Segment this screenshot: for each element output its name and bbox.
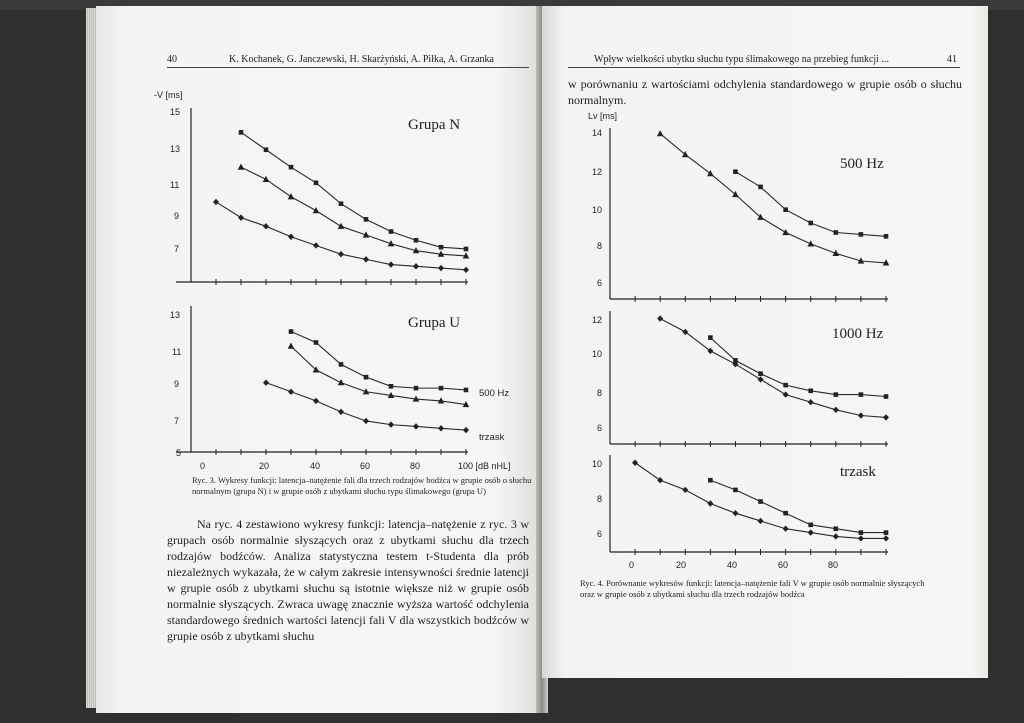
data-point-diamond (657, 315, 663, 321)
y-tick-label: 9 (174, 211, 180, 221)
panel-500hz (592, 128, 889, 302)
right-page (542, 6, 988, 678)
panel-title: trzask (840, 464, 876, 480)
series-line-square (241, 132, 466, 249)
data-point-square (859, 232, 864, 237)
y-tick-label: 11 (170, 180, 180, 190)
data-point-square (733, 488, 738, 493)
data-point-diamond (438, 265, 444, 271)
data-point-diamond (682, 487, 688, 493)
x-tick-label: 60 (360, 461, 371, 471)
data-point-triangle (682, 151, 689, 157)
data-point-square (264, 147, 269, 152)
data-point-square (239, 130, 244, 135)
x-tick-label: 60 (778, 560, 789, 570)
data-point-square (439, 245, 444, 250)
data-point-square (439, 386, 444, 391)
body-paragraph: Na ryc. 4 zestawiono wykresy funkcji: latencja–natężenie z ryc. 3 w grupach osób normalnie słyszących oraz z ubytkami słuchu dla trzech rodzajów bodźców. Analiza statystyczna testem t-Studenta dla prób niezależnych wykazała, że w całym zakresie intensywności średnie latencji w grupie osób z ubytkami słuchu są istotnie większe niż w grupie osób normalnie słyszących. Zwraca uwagę znacznie wyższa wartość odchylenia standardowego średnich wartości latencji fali V dla wszystkich bodźców w grupie osób z ubytkami słuchu (167, 517, 529, 643)
series-line-square (735, 172, 886, 237)
data-point-diamond (388, 261, 394, 267)
x-tick-label: 40 (727, 560, 738, 570)
data-point-diamond (463, 427, 469, 433)
panel-grupa-n (170, 107, 469, 285)
left-page (96, 6, 542, 713)
data-point-square (289, 165, 294, 170)
data-point-diamond (858, 412, 864, 418)
x-tick-label: 80 (828, 560, 839, 570)
y-tick-label: 6 (597, 278, 603, 288)
data-point-diamond (657, 477, 663, 483)
data-point-diamond (338, 251, 344, 257)
data-point-triangle (313, 207, 320, 213)
data-point-square (859, 530, 864, 535)
data-point-square (289, 329, 294, 334)
data-point-diamond (413, 263, 419, 269)
data-point-triangle (288, 193, 295, 199)
page-number: 41 (947, 54, 957, 65)
figure-3 (96, 6, 542, 486)
series-line-diamond (216, 202, 466, 270)
y-axis-label: Lv [ms] (588, 111, 618, 121)
data-point-square (758, 371, 763, 376)
data-point-diamond (858, 535, 864, 541)
data-point-diamond (808, 529, 814, 535)
data-point-square (834, 392, 839, 397)
data-point-diamond (732, 510, 738, 516)
page-number: 40 (167, 54, 177, 65)
data-point-square (758, 185, 763, 190)
data-point-square (884, 234, 889, 239)
y-tick-label: 5 (176, 448, 182, 458)
y-tick-label: 9 (174, 379, 180, 389)
data-point-square (758, 499, 763, 504)
data-point-square (708, 335, 713, 340)
data-point-triangle (338, 223, 345, 229)
data-point-diamond (213, 199, 219, 205)
data-point-square (708, 478, 713, 483)
data-point-square (364, 217, 369, 222)
y-tick-label: 12 (592, 315, 603, 325)
data-point-diamond (313, 398, 319, 404)
figure-caption: Ryc. 4. Porównanie wykresów funkcji: latencja–natężenie fali V w grupie osób normalnie słyszących oraz w grupie osób z ubytkami słuchu dla trzech rodzajów bodźca (580, 578, 925, 599)
data-point-square (389, 384, 394, 389)
data-point-square (808, 523, 813, 528)
data-point-square (808, 389, 813, 394)
panel-title: Grupa U (408, 315, 461, 331)
series-line-square (710, 338, 886, 397)
y-tick-label: 12 (592, 167, 603, 177)
panel-grupa-u (170, 306, 511, 471)
data-point-square (834, 230, 839, 235)
data-point-diamond (363, 256, 369, 262)
body-paragraph: w porównaniu z wartościami odchylenia standardowego w grupie osób o słuchu normalnym. (568, 77, 962, 107)
data-point-triangle (338, 379, 345, 385)
data-point-square (783, 207, 788, 212)
x-tick-label: 0 (200, 461, 206, 471)
data-point-diamond (783, 526, 789, 532)
data-point-diamond (808, 399, 814, 405)
panel-title: Grupa N (408, 117, 461, 133)
y-tick-label: 10 (592, 205, 603, 215)
data-point-square (339, 201, 344, 206)
data-point-diamond (883, 414, 889, 420)
y-tick-label: 14 (592, 128, 603, 138)
panel-title: 500 Hz (840, 156, 884, 172)
data-point-diamond (313, 242, 319, 248)
data-point-diamond (783, 391, 789, 397)
data-point-square (733, 169, 738, 174)
y-tick-label: 13 (170, 310, 181, 320)
figure-caption: Ryc. 3. Wykresy funkcji: latencja–natężenie fali dla trzech rodzajów bodźca w grupie osób o słuchu normalnym (grupa N) i w grupie osób z ubytkami słuchu typu ślimakowego (grupa U) (192, 475, 532, 496)
data-point-square (783, 511, 788, 516)
data-point-diamond (758, 376, 764, 382)
data-point-diamond (833, 407, 839, 413)
running-head: Wpływ wielkości ubytku słuchu typu ślimakowego na przebieg funkcji ... (594, 54, 889, 65)
y-tick-label: 13 (170, 144, 181, 154)
y-tick-label: 15 (170, 107, 181, 117)
data-point-triangle (263, 176, 270, 182)
data-point-triangle (732, 191, 739, 197)
y-tick-label: 6 (597, 423, 603, 433)
y-tick-label: 8 (597, 494, 603, 504)
data-point-diamond (338, 409, 344, 415)
x-tick-label: 80 (410, 461, 421, 471)
data-point-diamond (263, 223, 269, 229)
data-point-square (783, 383, 788, 388)
plot-area (213, 130, 469, 285)
y-tick-label: 11 (172, 347, 182, 357)
data-point-square (884, 530, 889, 535)
data-point-triangle (707, 170, 714, 176)
series-label-trzask: trzask (479, 432, 505, 443)
data-point-diamond (288, 234, 294, 240)
y-tick-label: 6 (597, 529, 603, 539)
data-point-square (834, 526, 839, 531)
series-line-triangle (291, 346, 466, 404)
data-point-triangle (288, 343, 295, 349)
y-tick-label: 10 (592, 349, 603, 359)
data-point-triangle (657, 130, 664, 136)
x-tick-label: 20 (259, 461, 270, 471)
data-point-diamond (438, 425, 444, 431)
data-point-triangle (782, 229, 789, 235)
panel-1000hz (592, 311, 889, 447)
x-tick-label: 0 (629, 560, 635, 570)
data-point-diamond (238, 214, 244, 220)
y-tick-label: 8 (597, 241, 603, 251)
data-point-diamond (758, 518, 764, 524)
panel-trzask (592, 455, 889, 570)
figure-4 (542, 6, 988, 570)
data-point-square (364, 375, 369, 380)
data-point-square (808, 221, 813, 226)
y-tick-label: 8 (597, 388, 603, 398)
data-point-diamond (288, 389, 294, 395)
data-point-diamond (707, 500, 713, 506)
y-tick-label: 7 (174, 416, 180, 426)
data-point-square (414, 238, 419, 243)
data-point-square (859, 392, 864, 397)
y-axis-label: -V [ms] (154, 90, 183, 100)
data-point-square (339, 362, 344, 367)
plot-area (216, 329, 469, 455)
y-tick-label: 10 (592, 459, 603, 469)
x-tick-label: 40 (310, 461, 321, 471)
x-tick-label: 20 (676, 560, 687, 570)
data-point-diamond (413, 423, 419, 429)
data-point-square (464, 247, 469, 252)
x-axis-unit: 100 [dB nHL] (458, 461, 511, 471)
data-point-diamond (363, 418, 369, 424)
data-point-triangle (238, 164, 245, 170)
data-point-square (884, 394, 889, 399)
data-point-diamond (463, 267, 469, 273)
data-point-square (314, 340, 319, 345)
y-tick-label: 7 (174, 244, 180, 254)
data-point-diamond (388, 421, 394, 427)
running-head: K. Kochanek, G. Janczewski, H. Skarżyński, A. Piłka, A. Grzanka (229, 54, 494, 65)
data-point-square (414, 386, 419, 391)
data-point-diamond (883, 535, 889, 541)
data-point-diamond (263, 379, 269, 385)
panel-title: 1000 Hz (832, 326, 884, 342)
data-point-square (464, 388, 469, 393)
data-point-square (314, 181, 319, 186)
series-label-500hz: 500 Hz (479, 388, 510, 399)
data-point-square (389, 229, 394, 234)
data-point-diamond (632, 460, 638, 466)
data-point-diamond (833, 533, 839, 539)
